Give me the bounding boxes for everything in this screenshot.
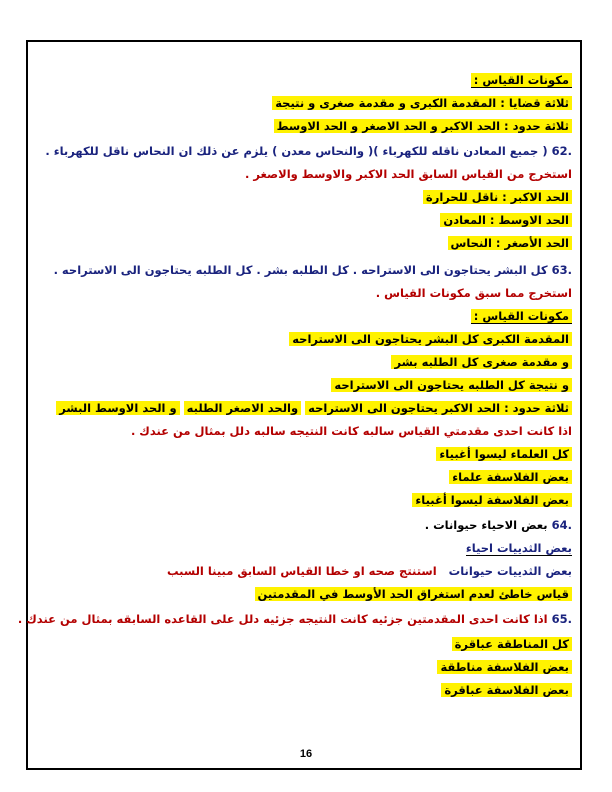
minor-term-line: الحد الأصغر : النحاس	[448, 235, 573, 252]
question-62-instruction: استخرج من القياس السابق الحد الاكبر والاوسط والاصغر .	[245, 167, 572, 181]
major-premise-line: المقدمة الكبرى كل البشر يحتاجون الى الاستراحه	[289, 331, 572, 348]
heading-syllogism-components: مكونات القياس :	[471, 72, 572, 89]
question-64-conclusion: بعض الثدييات حيوانات استنتج صحه او خطا القياس السابق مبينا السبب	[167, 564, 572, 578]
middle-term-line: الحد الاوسط : المعادن	[440, 212, 572, 229]
example-conclusion: بعض الفلاسفة ليسوا أغبياء	[412, 492, 572, 509]
major-term-line: الحد الاكبر : ناقل للحرارة	[423, 189, 572, 206]
page-number: 16	[299, 748, 313, 760]
example-premise-2: بعض الفلاسفة علماء	[449, 469, 572, 486]
q65-example-premise-1: كل المناطقة عباقرة	[452, 636, 572, 653]
three-terms-line: ثلاثة حدود : الحد الاكبر و الحد الاصغر و الحد الاوسط	[274, 118, 572, 135]
q65-example-premise-2: بعض الفلاسفة مناطقة	[437, 659, 572, 676]
conclusion-line: و نتيجة كل الطلبه يحتاجون الى الاستراحه	[331, 377, 572, 394]
example-premise-1: كل العلماء ليسوا أغبياء	[436, 446, 572, 463]
heading-syllogism-components-2: مكونات القياس :	[471, 308, 572, 325]
minor-premise-line: و مقدمة صغرى كل الطلبه بشر	[391, 354, 572, 371]
question-62: 62. ( جميع المعادن ناقله للكهرباء )( والنحاس معدن ) يلزم عن ذلك ان النحاس ناقل للكهرباء .	[45, 144, 572, 158]
question-64: 64. بعض الاحياء حيوانات .	[424, 518, 572, 532]
negative-premise-question: اذا كانت احدى مقدمتي القياس سالبه كانت النتيجه سالبه دلل بمثال من عندك .	[130, 424, 572, 438]
question-63: 63. كل البشر يحتاجون الى الاستراحه . كل الطلبه بشر . كل الطلبه يحتاجون الى الاستراحه .	[53, 263, 572, 277]
three-terms-answer-line: ثلاثة حدود : الحد الاكبر يحتاجون الى الاستراحه والحد الاصغر الطلبه و الحد الاوسط البشر	[56, 400, 572, 417]
question-63-instruction: استخرج مما سبق مكونات القياس .	[375, 286, 572, 300]
q65-example-conclusion: بعض الفلاسفة عباقرة	[441, 682, 572, 699]
question-64-premise-2: بعض الثدييات احياء	[465, 541, 572, 555]
question-64-answer: قياس خاطئ لعدم استغراق الحد الأوسط في المقدمتين	[255, 586, 573, 603]
three-propositions-line: ثلاثة قضايا : المقدمة الكبرى و مقدمة صغرى و نتيجة	[272, 95, 572, 112]
question-65: 65. اذا كانت احدى المقدمتين جزئيه كانت النتيجه جزئيه دلل على القاعده السابقه بمثال من عندك .	[17, 612, 572, 626]
